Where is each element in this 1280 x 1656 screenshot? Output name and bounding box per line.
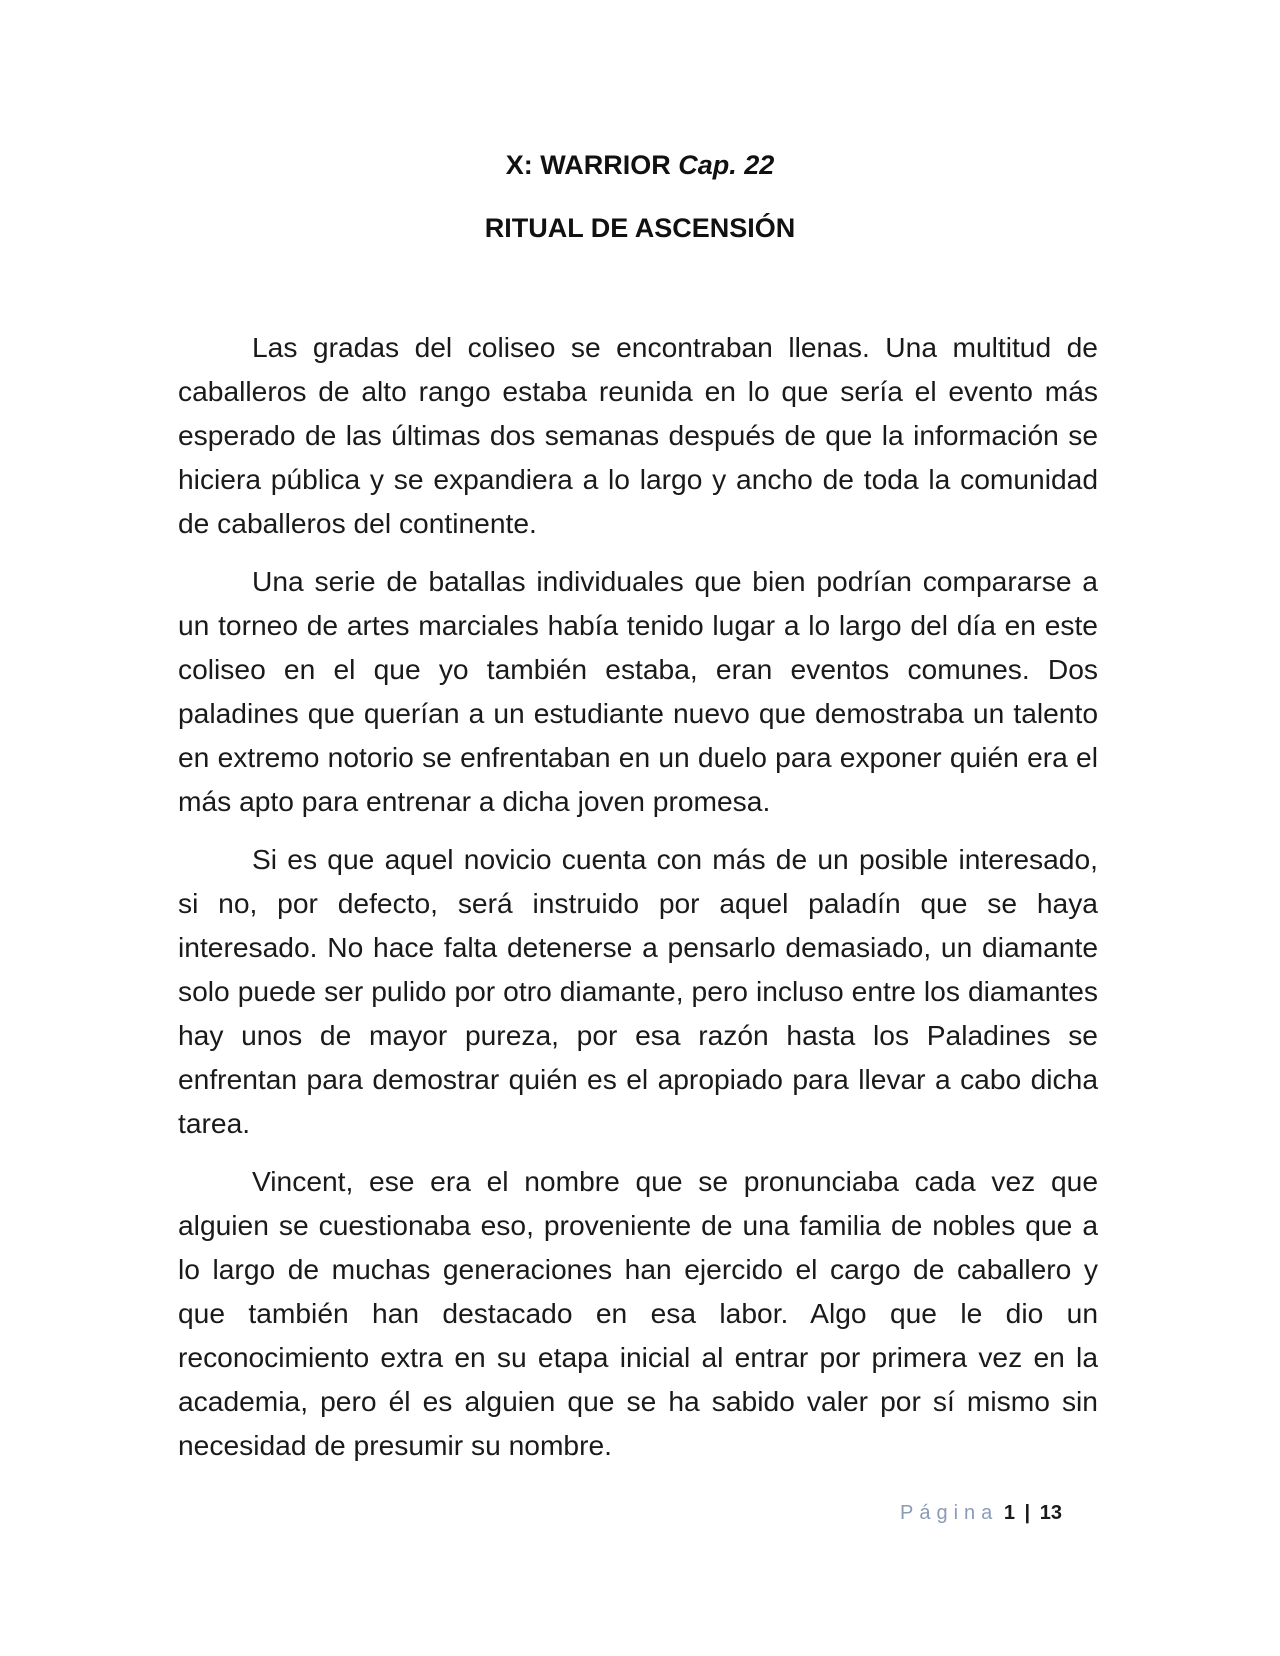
series-title: X: WARRIOR — [505, 150, 671, 180]
page-label: Página — [900, 1502, 999, 1524]
chapter-subtitle: RITUAL DE ASCENSIÓN — [484, 213, 796, 243]
page-number: 1 — [1003, 1502, 1015, 1524]
chapter-number: Cap. 22 — [678, 150, 775, 180]
body-text — [178, 325, 1098, 1481]
page-total: 13 — [1039, 1502, 1062, 1524]
page-separator: | — [1024, 1502, 1031, 1524]
paragraph: Si es que aquel novicio cuenta con más de un posible interesado, si no, por defecto, será instruido por aquel paladín que se haya interesado. No hace falta detenerse a pensarlo demasiado, un diamante solo puede ser pulido por otro diamante, pero incluso entre los diamantes hay unos de mayor pureza, por esa razón hasta los Paladines se enfrentan para demostrar quién es el apropiado para llevar a cabo dicha tarea. — [178, 843, 1098, 1139]
chapter-title — [0, 150, 1280, 181]
paragraph: Las gradas del coliseo se encontraban llenas. Una multitud de caballeros de alto rango estaba reunida en lo que sería el evento más esperado de las últimas dos semanas después de que la información se hiciera pública y se expandiera a lo largo y ancho de toda la comunidad de caballeros del continente. — [178, 331, 1098, 539]
paragraph: Vincent, ese era el nombre que se pronunciaba cada vez que alguien se cuestionaba eso, proveniente de una familia de nobles que a lo largo de muchas generaciones han ejercido el cargo de caballero y que también han destacado en esa labor. Algo que le dio un reconocimiento extra en su etapa inicial al entrar por primera vez en la academia, pero él es alguien que se ha sabido valer por sí mismo sin necesidad de presumir su nombre. — [178, 1165, 1098, 1461]
page-footer — [900, 1502, 1062, 1525]
paragraph: Una serie de batallas individuales que bien podrían compararse a un torneo de artes marciales había tenido lugar a lo largo del día en este coliseo en el que yo también estaba, eran eventos comunes. Dos paladines que querían a un estudiante nuevo que demostraba un talento en extremo notorio se enfrentaban en un duelo para exponer quién era el más apto para entrenar a dicha joven promesa. — [178, 565, 1098, 817]
